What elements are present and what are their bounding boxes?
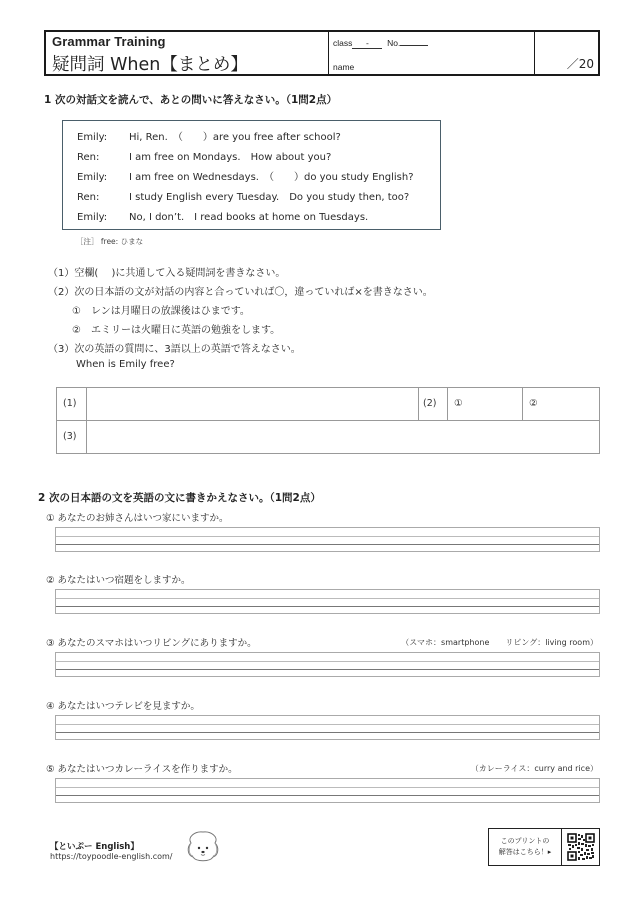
question-3-english: When is Emily free? — [76, 359, 175, 370]
answer-link-box[interactable] — [488, 828, 600, 866]
answer-link-line-1: このプリントの — [500, 837, 550, 845]
section-2-title: 2 次の日本語の文を英語の文に書きかえなさい。（1問2点） — [38, 492, 321, 504]
translation-item-5: ⑤ あなたはいつカレーライスを作りますか。 — [46, 764, 238, 775]
answer-table — [56, 387, 600, 454]
name-label: name — [333, 62, 355, 72]
speaker: Ren: — [77, 192, 100, 203]
answer-lines-2[interactable] — [55, 589, 600, 614]
utterance: No, I don’t. I read books at home on Tuesdays. — [129, 212, 369, 223]
answer-field-3[interactable] — [87, 421, 599, 453]
answer-label-2: (2) — [423, 398, 437, 409]
class-field[interactable] — [333, 38, 428, 49]
dialogue-line — [77, 188, 409, 203]
answer-link-text — [489, 829, 562, 865]
answer-lines-3[interactable] — [55, 652, 600, 677]
answer-field-2-1[interactable] — [448, 388, 523, 421]
utterance: Hi, Ren. （ ）are you free after school? — [129, 132, 341, 143]
utterance: I am free on Mondays. How about you? — [129, 152, 332, 163]
section-1-title: 1 次の対話文を読んで、あとの問いに答えなさい。（1問2点） — [44, 94, 338, 106]
brand-url[interactable]: https://toypoodle-english.com/ — [50, 852, 173, 861]
answer-label-2-1: ① — [454, 398, 463, 409]
worksheet-header — [44, 30, 600, 76]
question-2-statement-2: ② エミリーは火曜日に英語の勉強をします。 — [72, 325, 281, 336]
dialogue-box — [62, 120, 441, 230]
answer-label-1: (1) — [63, 398, 77, 409]
question-3: （3）次の英語の質問に、3語以上の英語で答えなさい。 — [48, 344, 301, 355]
speaker: Ren: — [77, 152, 100, 163]
answer-field-2-2[interactable] — [523, 388, 599, 421]
qr-code-icon[interactable] — [567, 833, 595, 861]
translation-item-3: ③ あなたのスマホはいつリビングにありますか。 — [46, 638, 257, 649]
poodle-logo-icon — [183, 829, 223, 865]
question-1: （1）空欄( )に共通して入る疑問詞を書きなさい。 — [48, 268, 286, 279]
class-blank[interactable] — [352, 39, 382, 49]
answer-field-1[interactable] — [87, 388, 419, 421]
class-label: class — [333, 38, 353, 48]
utterance: I am free on Wednesdays. （ ）do you study English? — [129, 172, 414, 183]
speaker: Emily: — [77, 132, 108, 143]
worksheet-title: 疑問詞 When【まとめ】 — [52, 55, 248, 75]
utterance: I study English every Tuesday. Do you study then, too? — [129, 192, 410, 203]
number-blank[interactable] — [400, 45, 428, 46]
answer-link-line-2: 解答はこちら！▸ — [498, 848, 552, 856]
title-box — [46, 32, 329, 74]
answer-label-cell — [57, 388, 87, 421]
number-label: No. — [387, 38, 401, 48]
translation-item-2: ② あなたはいつ宿題をしますか。 — [46, 575, 191, 586]
student-info-box — [329, 32, 535, 74]
brand-name: 【といぷー English】 — [50, 842, 139, 852]
answer-lines-5[interactable] — [55, 778, 600, 803]
dialogue-line — [77, 208, 368, 223]
translation-item-1: ① あなたのお姉さんはいつ家にいますか。 — [46, 513, 229, 524]
class-separator: - — [365, 38, 369, 48]
translation-item-4: ④ あなたはいつテレビを見ますか。 — [46, 701, 200, 712]
question-2-statement-1: ① レンは月曜日の放課後はひまです。 — [72, 306, 250, 317]
answer-label-3: (3) — [63, 431, 77, 442]
score-total: ／20 — [566, 57, 594, 71]
answer-label-2-2: ② — [529, 398, 538, 409]
answer-lines-4[interactable] — [55, 715, 600, 740]
answer-label-cell — [419, 388, 448, 421]
dialogue-line — [77, 148, 331, 163]
score-box — [535, 32, 598, 74]
answer-lines-1[interactable] — [55, 527, 600, 552]
question-2: （2）次の日本語の文が対話の内容と合っていれば〇，違っていれば×を書きなさい。 — [48, 287, 433, 298]
answer-label-cell — [57, 421, 87, 453]
speaker: Emily: — [77, 172, 108, 183]
vocab-note: ［注］ free: ひまな — [76, 237, 144, 246]
speaker: Emily: — [77, 212, 108, 223]
worksheet-subtitle: Grammar Training — [52, 34, 166, 49]
dialogue-line — [77, 128, 341, 143]
dialogue-line — [77, 168, 414, 183]
vocab-hint-5: （カレーライス：curry and rice） — [470, 764, 598, 773]
vocab-hint-3: （スマホ：smartphone リビング：living room） — [401, 638, 598, 647]
